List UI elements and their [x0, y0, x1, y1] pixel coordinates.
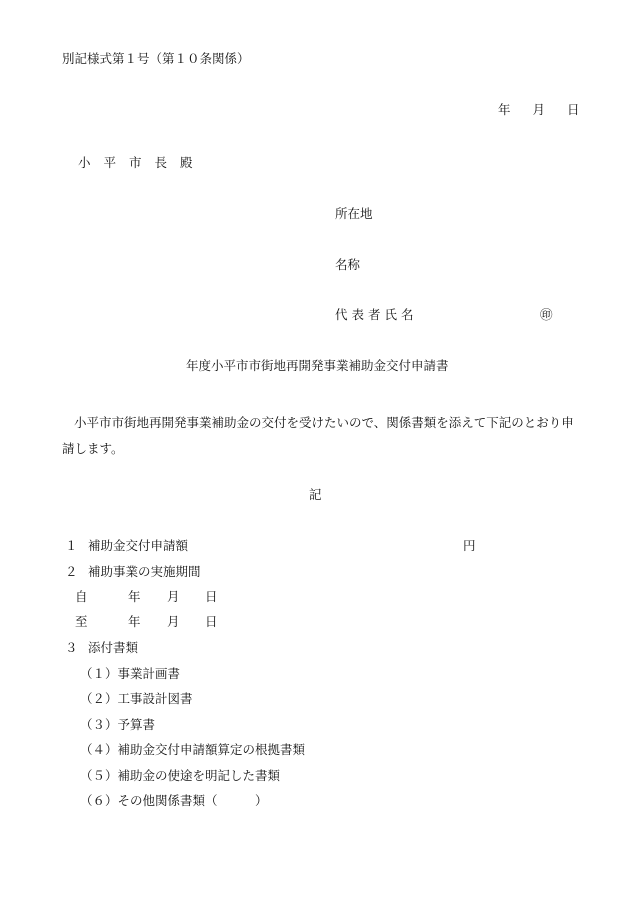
- ki-label: 記: [309, 487, 322, 502]
- item3-number: ３: [65, 640, 78, 655]
- document-title: 年度小平市市街地再開発事業補助金交付申請書: [186, 358, 449, 373]
- item1-label: 補助金交付申請額: [88, 538, 189, 553]
- period-to-month: 月: [167, 614, 180, 629]
- seal-mark: ㊞: [540, 307, 553, 322]
- period-to-day: 日: [205, 614, 218, 629]
- item1-number: １: [65, 538, 78, 553]
- name-label: 名称: [335, 257, 361, 272]
- period-to-year: 年: [128, 614, 141, 629]
- date-year-label: 年: [498, 102, 511, 117]
- address-label: 所在地: [335, 206, 373, 221]
- item2-number: ２: [65, 564, 78, 579]
- attachment-item: （５）補助金の使途を明記した書類: [80, 768, 281, 783]
- period-from-day: 日: [205, 589, 218, 604]
- item3-label: 添付書類: [88, 640, 139, 655]
- period-from-label: 自: [75, 589, 88, 604]
- date-line: [498, 104, 580, 117]
- period-from-year: 年: [128, 589, 141, 604]
- attachment-item: （４）補助金交付申請額算定の根拠書類: [80, 742, 306, 757]
- date-month-label: 月: [532, 102, 546, 117]
- attachment-item: （３）予算書: [80, 717, 156, 732]
- period-from-month: 月: [167, 589, 180, 604]
- representative-label: 代表者氏名: [335, 307, 418, 322]
- attachment-item: （２）工事設計図書: [80, 691, 193, 706]
- item2-label: 補助事業の実施期間: [88, 564, 201, 579]
- period-to-label: 至: [75, 614, 88, 629]
- addressee: 小平市長殿: [78, 155, 206, 170]
- attachment-item: （１）事業計画書: [80, 666, 181, 681]
- item1-unit: 円: [463, 538, 476, 553]
- body-text: 小平市市街地再開発事業補助金の交付を受けたいので、関係書類を添えて下記のとおり申請します。: [62, 415, 574, 456]
- attachment-item: （６）その他関係書類（ ）: [80, 793, 268, 808]
- form-label: 別記様式第１号（第１０条関係）: [62, 51, 250, 66]
- date-day-label: 日: [567, 102, 580, 117]
